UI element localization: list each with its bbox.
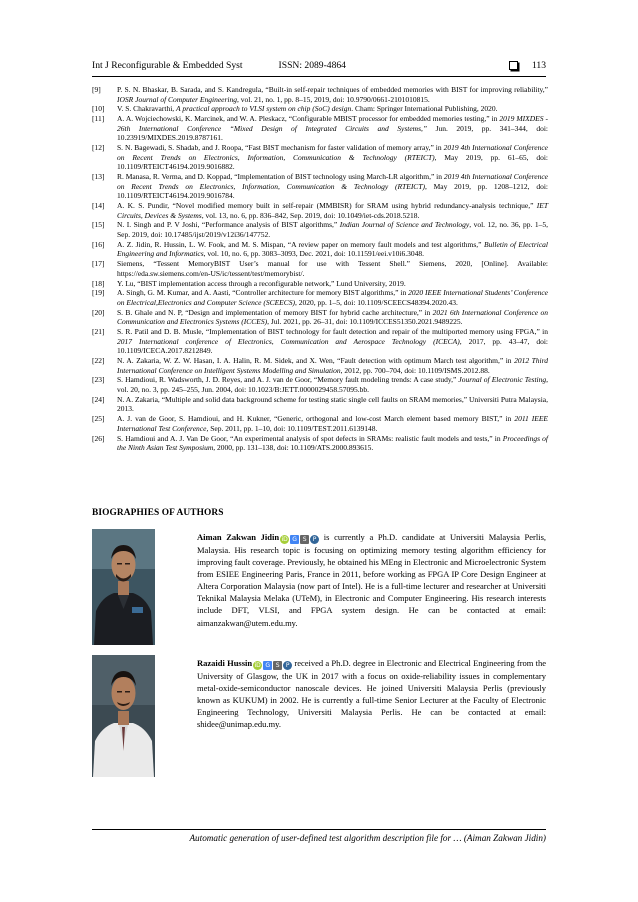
reference-venue: 2019 4th International Conference on Recent Trends on Electronics, Information, Communication & Technology (RTEICT) (117, 172, 548, 191)
reference-number: [18] (92, 278, 105, 288)
reference-venue: IET Circuits, Devices & Systems (117, 201, 548, 220)
reference-item (92, 308, 548, 327)
reference-segment: Jun. 2019, pp. 341–344, doi: 10.23919/MIXDES.2019.8787161. (117, 123, 548, 143)
reference-number: [13] (92, 172, 105, 182)
reference-number: [17] (92, 259, 105, 269)
reference-segment: , vol. 12, no. 36, pp. 1–5, Sep. 2019, doi: 10.17485/ijst/2019/v12i36/147752. (117, 220, 548, 240)
reference-text (117, 288, 548, 307)
reference-segment: S. Hamdioui, R. Wadsworth, J. D. Reyes, and A. J. van de Goor, “Memory fault modeling trends: A case study,” (117, 375, 459, 385)
reference-text (117, 201, 548, 220)
reference-segment: , Jul. 2021, pp. 26–31, doi: 10.1109/ICCES51350.2021.9489225. (267, 317, 463, 327)
reference-item (92, 259, 548, 278)
reference-venue: Proceedings of the Ninth Asian Test Symposium (117, 433, 548, 453)
reference-segment: S. B. Ghale and N. P, “Design and implementation of memory BIST for hybrid cache architecture,” in (117, 307, 433, 317)
reference-segment: A. J. van de Goor, S. Hamdioui, and H. Kukner, “Generic, orthogonal and low-cost March element based memory BIST,” in (117, 414, 515, 424)
reference-segment: S. N. Bagewadi, S. Shadab, and J. Roopa, “Fast BIST mechanism for faster validation of memory array,” in (117, 143, 444, 153)
reference-segment: , vol. 20, no. 3, pp. 245–255, Jun. 2004, doi: 10.1023/B:JETT.0000029458.57095.bb. (117, 375, 548, 395)
reference-segment: , 2020, pp. 1–5, doi: 10.1109/SCEECS48394.2020.43. (295, 297, 458, 307)
reference-text (117, 414, 548, 433)
publons-icon[interactable]: P (310, 535, 319, 544)
journal-name: Int J Reconfigurable & Embedded Syst (92, 59, 243, 71)
reference-venue: 2019 4th International Conference on Recent Trends on Electronics, Information, Communication & Technology (RTEICT) (117, 143, 548, 162)
reference-text (117, 434, 548, 453)
reference-item (92, 114, 548, 143)
reference-venue: Journal of Electronic Testing (458, 375, 547, 385)
scholar-icon[interactable]: G (290, 535, 299, 544)
reference-segment: N. A. Zakaria, W. Z. W. Hasan, I. A. Halin, R. M. Sidek, and X. Wen, “Fault detection with optimum March test algorithm,” in (117, 356, 515, 366)
reference-segment: A. Z. Jidin, R. Hussin, L. W. Fook, and M. S. Mispan, “A review paper on memory fault models and test algorithms,” (117, 239, 484, 249)
reference-venue: 2011 IEEE International Test Conference (117, 414, 548, 433)
reference-segment: N. I. Singh and P. V Joshi, “Performance analysis of BIST algorithms,” (117, 220, 340, 230)
reference-text (117, 172, 548, 201)
reference-text (117, 143, 548, 172)
reference-item (92, 288, 548, 307)
running-footer: Automatic generation of user-defined test algorithm description file for … (Aiman Zakwan Jidin) (189, 833, 546, 843)
scopus-icon[interactable]: S (300, 535, 309, 544)
reference-segment: , May 2019, pp. 1208–1212, doi: 10.1109/RTEICT46194.2019.9016784. (117, 181, 548, 201)
reference-venue: IOSR Journal of Computer Engineering (117, 94, 237, 104)
reference-segment: S. R. Patil and D. B. Musle, “Implementation of BIST technology for fault detection and repair of the multiported memory using FPGA,” in (117, 327, 548, 337)
reference-item (92, 201, 548, 220)
reference-item (92, 356, 548, 375)
reference-text (117, 114, 548, 143)
orcid-icon[interactable]: iD (281, 536, 288, 543)
reference-number: [10] (92, 104, 105, 114)
publons-icon[interactable]: P (283, 661, 292, 670)
reference-venue: Indian Journal of Science and Technology (339, 220, 470, 230)
reference-venue: A practical approach to VLSI system on chip (SoC) design (176, 104, 352, 114)
reference-segment: S. Hamdioui and A. J. Van De Goor, “An experimental analysis of spot defects in SRAMs: realistic fault models and tests,” in (117, 433, 503, 443)
reference-number: [16] (92, 239, 105, 249)
reference-text (117, 104, 548, 114)
reference-segment: , 2000, pp. 131–138, doi: 10.1109/ATS.2000.893615. (213, 443, 374, 453)
reference-number: [22] (92, 356, 105, 366)
reference-venue: 2017 International conference of Electronics, Communication and Aerospace Technology (ICECA) (117, 336, 460, 346)
reference-number: [11] (92, 114, 105, 124)
reference-text (117, 85, 548, 104)
reference-text (117, 220, 548, 239)
biographies-heading: BIOGRAPHIES OF AUTHORS (92, 508, 224, 518)
header-rule (92, 76, 546, 77)
reference-segment: , vol. 21, no. 1, pp. 8–15, 2019, doi: 10.9790/0661-2101010815. (237, 94, 430, 104)
reference-item (92, 395, 548, 414)
scholar-icon[interactable]: G (263, 661, 272, 670)
running-header (92, 58, 546, 72)
reference-item (92, 143, 548, 172)
reference-venue: 2019 MIXDES - 26th International Conference “Mixed Design of Integrated Circuits and Systems,” (117, 114, 548, 133)
reference-venue: 2020 IEEE International Students’ Conference on Electrical,Electronics and Computer Science (SCEECS) (117, 288, 548, 307)
reference-segment: Y. Lu, “BIST implementation access through a reconfigurable network,” Lund University, 2019. (117, 278, 406, 288)
reference-item (92, 240, 548, 259)
reference-segment: . Cham: Springer International Publishing, 2020. (351, 104, 498, 114)
reference-segment: Siemens, “Tessent MemoryBIST User’s manual for use with Tessent Shell.” Siemens, 2020, [Online]. Available: https://eda.sw.siemens.com/en-US/ic/tessent/test/memorybist/. (117, 259, 548, 278)
reference-number: [14] (92, 201, 105, 211)
author-bio-text: is currently a Ph.D. candidate at Universiti Malaysia Perlis, Malaysia. His research topic is focusing on optimizing memory testing algorithm efficiency for improving fault coverage. Previously, he obtained his MEng in Electronic and Microelectronic System from ESIEE Engineering Paris, France in 2011, before working as FPGA IP Core Design Engineer at Altera Corporation Malaysia (now part of Intel). He is a full-time lecturer and researcher at Universiti Teknikal Malaysia Melaka (UTeM), in Electronic and Computer Engineering. His research interests include DFT, VLSI, and FPGA system design. He can be contacted at email: aimanzakwan@utem.edu.my. (197, 532, 547, 628)
reference-segment: , vol. 13, no. 6, pp. 836–842, Sep. 2019, doi: 10.1049/iet-cds.2018.5218. (201, 210, 420, 220)
reference-text (117, 240, 548, 259)
reference-item (92, 220, 548, 239)
reference-item (92, 327, 548, 356)
author-bio-2 (197, 657, 546, 730)
reference-item (92, 104, 548, 114)
reference-number: [21] (92, 327, 105, 337)
reference-text (117, 395, 548, 414)
reference-number: [26] (92, 433, 105, 443)
checkbox-square-icon (509, 61, 518, 70)
orcid-icon[interactable]: iD (254, 662, 261, 669)
author-bio-1 (197, 531, 546, 629)
issn: ISSN: 2089-4864 (278, 59, 346, 71)
reference-item (92, 375, 548, 394)
reference-segment: , Sep. 2011, pp. 1–10, doi: 10.1109/TEST.2011.6139148. (206, 423, 378, 433)
reference-segment: , 2017, pp. 43–47, doi: 10.1109/ICECA.2017.8212849. (117, 336, 549, 356)
reference-segment: R. Manasa, R. Verma, and D. Koppad, “Implementation of BIST technology using March-LR algorithm,” in (117, 172, 444, 182)
page-number: 113 (531, 59, 546, 71)
reference-number: [23] (92, 375, 105, 385)
reference-segment: A. Singh, G. M. Kumar, and A. Aasti, “Controller architecture for memory BIST algorithms,” in (117, 288, 409, 298)
reference-text (117, 308, 548, 327)
reference-segment: N. A. Zakaria, “Multiple and solid data background scheme for testing static single cell faults on SRAM memories,” Universiti Putra Malaysia, 2013. (117, 394, 548, 414)
reference-venue: 2021 6th International Conference on Communication and Electronics Systems (ICCES) (117, 307, 548, 327)
reference-number: [24] (92, 394, 105, 404)
scopus-icon[interactable]: S (273, 661, 282, 670)
author-bio-text: received a Ph.D. degree in Electronic and Electrical Engineering from the University of Glasgow, the UK in 2017 with a focus on oxide-reliability issues in complementary metal-oxide-semiconductor nanoscale devices. He joined Universiti Malaysia Perlis (previously known as KUKUM) in 2002. He is currently a full-time Senior Lecturer at the Faculty of Electronic Engineering Technology, Universiti Malaysia Perlis. He can be contacted at email: shidee@unimap.edu.my. (197, 658, 547, 730)
reference-text (117, 259, 548, 278)
reference-number: [25] (92, 414, 105, 424)
author-photo-2 (92, 655, 155, 777)
reference-number: [12] (92, 143, 105, 153)
reference-venue: Bulletin of Electrical Engineering and Informatics (117, 239, 548, 259)
author-photo-1 (92, 529, 155, 645)
reference-text (117, 356, 548, 375)
footer-rule (92, 829, 546, 830)
reference-segment: V. S. Chakravarthi, (117, 104, 177, 114)
author-name: Razaidi Hussin (197, 658, 253, 668)
reference-number: [20] (92, 307, 105, 317)
reference-list (92, 85, 548, 453)
reference-segment: A. A. Wojciechowski, K. Marcinek, and W. A. Pleskacz, “Configurable MBIST processor for embedded memories testing,” in (117, 114, 500, 124)
reference-segment: , vol. 10, no. 6, pp. 3083–3093, Dec. 2021, doi: 10.11591/eei.v10i6.3048. (203, 249, 425, 259)
reference-segment: , 2012, pp. 700–704, doi: 10.1109/ISMS.2012.88. (340, 365, 490, 375)
reference-segment: , May 2019, pp. 61–65, doi: 10.1109/RTEICT46194.2019.9016882. (117, 152, 548, 172)
reference-number: [19] (92, 288, 105, 298)
reference-item (92, 414, 548, 433)
reference-number: [15] (92, 220, 105, 230)
reference-text (117, 375, 548, 394)
reference-text (117, 279, 548, 289)
reference-text (117, 327, 548, 356)
reference-item (92, 172, 548, 201)
reference-item (92, 85, 548, 104)
reference-item (92, 434, 548, 453)
reference-item (92, 279, 548, 289)
reference-number: [9] (92, 85, 101, 94)
reference-segment: P. S. N. Bhaskar, B. Sarada, and S. Kandregula, “Built-in self-repair techniques of embedded memories with BIST for improving reliability,” (117, 85, 548, 94)
reference-venue: 2012 Third International Conference on Intelligent Systems Modelling and Simulation (117, 356, 548, 375)
reference-segment: A. K. S. Pundir, “Novel modified memory built in self-repair (MMBISR) for SRAM using hybrid redundancy-analysis technique,” (117, 201, 537, 211)
author-name: Aiman Zakwan Jidin (197, 532, 280, 542)
